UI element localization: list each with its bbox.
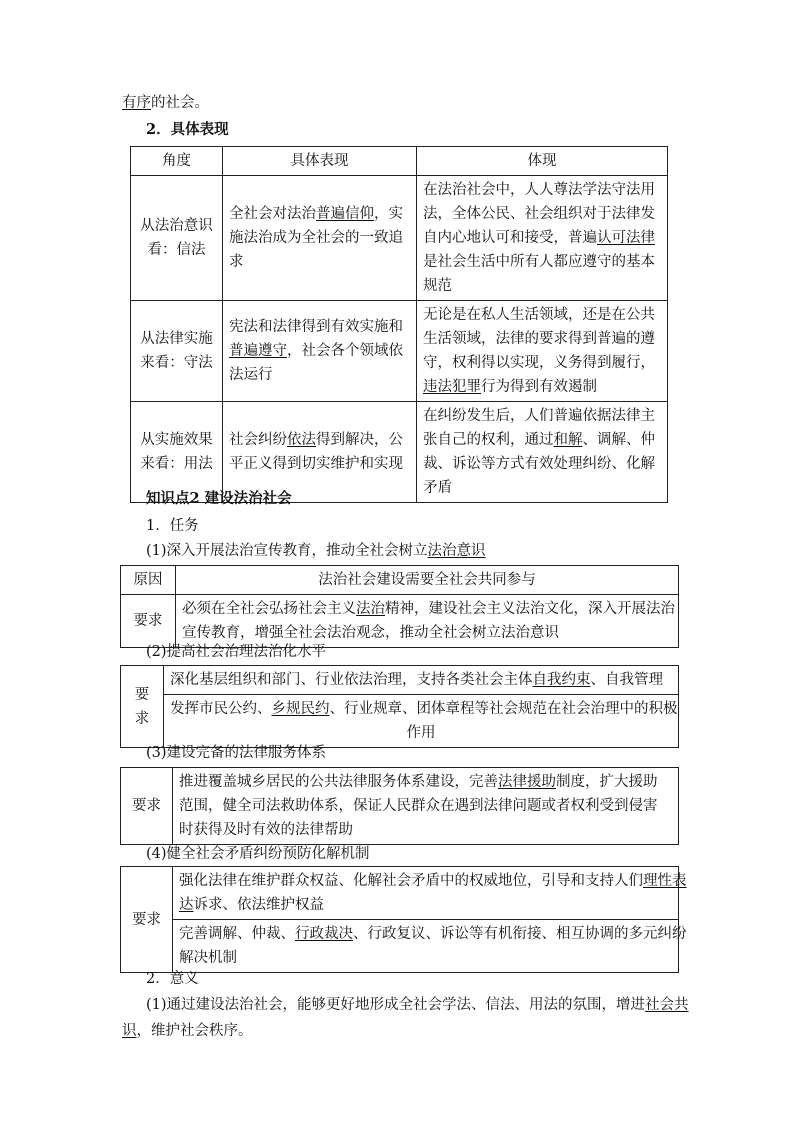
requirement-text: 强化法律在维护群众权益、化解社会矛盾中的权威地位，引导和支持人们理性表 达诉求、依法维护权益 bbox=[173, 867, 679, 920]
table-publicity bbox=[120, 565, 679, 648]
cell-text: 来看：守法 bbox=[140, 355, 213, 371]
task-item-3: (3)建设完备的法律服务体系 bbox=[146, 745, 327, 761]
cell-text: 违法犯罪行为得到有效遏制 bbox=[423, 379, 597, 395]
row-label-requirement: 要 求 bbox=[121, 666, 164, 748]
angle-cell bbox=[131, 176, 223, 301]
cell-text: 法，全体公民、社会组织对于法律发 bbox=[423, 206, 655, 222]
intro-text: 的社会。 bbox=[151, 95, 209, 111]
row-label-requirement: 要求 bbox=[121, 867, 173, 973]
cell-text: 普遍遵守，社会各个领域依 bbox=[229, 343, 403, 359]
table-governance bbox=[120, 665, 679, 748]
task-item-1: (1)深入开展法治宣传教育，推动全社会树立法治意识 bbox=[146, 543, 486, 559]
header-angle: 角度 bbox=[131, 147, 223, 176]
header-embodiment: 体现 bbox=[417, 147, 668, 176]
cell-text: 施法治成为全社会的一致追 bbox=[229, 230, 403, 246]
meaning-heading: 2．意义 bbox=[146, 971, 199, 987]
cell-text: 全社会对法治普遍信仰，实 bbox=[229, 206, 403, 222]
meaning-item-1-line-1: (1)通过建设法治社会，能够更好地形成全社会学法、信法、用法的氛围，增进社会共 bbox=[146, 997, 689, 1013]
intro-line bbox=[122, 92, 209, 114]
meaning-item-1-line-2: 识，维护社会秩序。 bbox=[122, 1023, 253, 1039]
cell-text: 从法律实施 bbox=[140, 331, 213, 347]
requirement-text: 深化基层组织和部门、行业依法治理，支持各类社会主体自我约束、自我管理 bbox=[164, 666, 679, 695]
requirement-text: 完善调解、仲裁、行政裁决、行政复议、诉讼等有机衔接、相互协调的多元纠纷 解决机制 bbox=[173, 920, 679, 973]
header-expression: 具体表现 bbox=[223, 147, 417, 176]
cell-text: 平正义得到切实维护和实现 bbox=[229, 456, 403, 472]
cell-text: 从实施效果 bbox=[140, 432, 213, 448]
cell-text: 生活领域，法律的要求得到普遍的遵 bbox=[423, 331, 655, 347]
manifestation-table bbox=[130, 146, 668, 503]
cell-text: 矛盾 bbox=[423, 480, 452, 496]
expression-cell bbox=[223, 176, 417, 301]
cell-text: 宪法和法律得到有效实施和 bbox=[229, 319, 403, 335]
requirement-text: 推进覆盖城乡居民的公共法律服务体系建设，完善法律援助制度，扩大援助 范围，健全司法救助体系，保证人民群众在遇到法律问题或者权利受到侵害 时获得及时有效的法律帮助 bbox=[173, 768, 679, 845]
underlined-term: 有序 bbox=[122, 95, 151, 111]
cell-text: 守，权利得以实现，义务得到履行， bbox=[423, 355, 655, 371]
task-item-4: (4)健全社会矛盾纠纷预防化解机制 bbox=[146, 846, 370, 862]
table-legal-service bbox=[120, 767, 679, 845]
table-dispute bbox=[120, 866, 687, 973]
requirement-text: 必须在全社会弘扬社会主义法治精神，建设社会主义法治文化，深入开展法治 宣传教育，增强全社会法治观念，推动全社会树立法治意识 bbox=[176, 595, 679, 648]
cell-text: 张自己的权利，通过和解、调解、仲 bbox=[423, 432, 655, 448]
expression-cell bbox=[223, 301, 417, 402]
cell-text: 在纠纷发生后，人们普遍依据法律主 bbox=[423, 408, 655, 424]
table-row bbox=[131, 301, 668, 402]
cell-text: 看：信法 bbox=[147, 242, 206, 258]
cell-text: 从法治意识 bbox=[140, 218, 213, 234]
task-heading: 1．任务 bbox=[146, 518, 199, 534]
cell-text: 是社会生活中所有人都应遵守的基本 bbox=[423, 254, 655, 270]
cell-text: 规范 bbox=[423, 278, 452, 294]
cell-text: 社会纠纷依法得到解决，公 bbox=[229, 432, 403, 448]
cell-text: 裁、诉讼等方式有效处理纠纷、化解 bbox=[423, 456, 655, 472]
cell-text: 法运行 bbox=[229, 367, 273, 383]
heading-specific-manifestation: 2．具体表现 bbox=[146, 121, 229, 138]
task-item-2: (2)提高社会治理法治化水平 bbox=[146, 644, 327, 660]
cell-text: 来看：用法 bbox=[140, 456, 213, 472]
angle-cell bbox=[131, 301, 223, 402]
reason-text: 法治社会建设需要全社会共同参与 bbox=[176, 566, 679, 595]
row-label-requirement: 要求 bbox=[121, 768, 173, 845]
embodiment-cell bbox=[417, 402, 668, 503]
cell-text: 在法治社会中，人人尊法学法守法用 bbox=[423, 182, 655, 198]
table-header-row bbox=[131, 147, 668, 176]
table-row bbox=[131, 176, 668, 301]
section-title: 知识点2 建设法治社会 bbox=[146, 490, 292, 507]
embodiment-cell bbox=[417, 176, 668, 301]
cell-text: 自内心地认可和接受，普遍认可法律 bbox=[423, 230, 655, 246]
cell-text: 无论是在私人生活领域，还是在公共 bbox=[423, 307, 655, 323]
cell-text: 求 bbox=[229, 254, 244, 270]
requirement-text: 发挥市民公约、乡规民约、行业规章、团体章程等社会规范在社会治理中的积极 作用 bbox=[164, 695, 679, 748]
row-label-requirement: 要求 bbox=[121, 595, 176, 648]
embodiment-cell bbox=[417, 301, 668, 402]
row-label-reason: 原因 bbox=[121, 566, 176, 595]
